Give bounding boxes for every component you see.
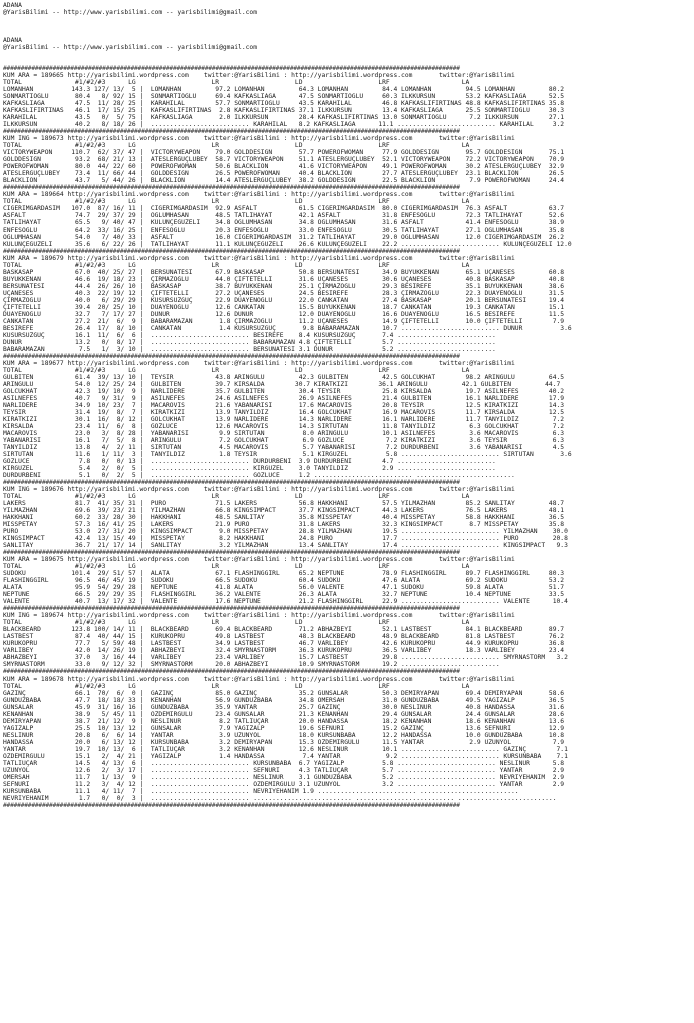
text-line: YAGIZALP 25.5 10/ 13/ 12 | GÜNSALAR 7.9 YAGIZALP 19.6 SEFNURI 15.2 GAZINÇ 13.6 SEFNURI 12.9	[3, 724, 565, 732]
text-line: GÖZLÜCE 7.8 0/ 0/ 13 | .......................... DURDURBENI 3.9 DURDURBENI 4.7 ..........................	[3, 458, 496, 466]
text-line: LOMANHAN 143.3 127/ 13/ 5 | LOMANHAN 97.2 LOMANHAN 64.3 LOMANHAN 84.4 LOMANHAN 94.5 LOMANHAN 80.2	[3, 86, 565, 94]
text-line: KUSURSUZGÜÇ 16.1 11/ 6/ 6 | .......................... BESIREFE 8.4 KUSURSUZGÜÇ 7.4 ..........................	[3, 331, 496, 339]
text-line: SEFNURI 11.2 3/ 4/ 12 | .......................... ÖZDEMIRGÜLÜ 3.1 UZUNYOL 3.2 .......................... YANTAR 2.9	[3, 780, 565, 788]
text-line: ASILNEFES 40.7 9/ 31/ 9 | ASILNEFES 24.6 ASILNEFES 26.9 ASILNEFES 21.4 GÜLBITEN 16.1 NARLIDERE 17.9	[3, 394, 565, 402]
race-header-line: KUM ARA = 189679 http://yarisbilimi.wordpress.com twitter:@YarisBilimi : http://yarisbilimi.wordpress.com twitter:@YarisBilimi	[3, 254, 515, 262]
text-line: YANTAR 19.7 10/ 13/ 6 | TATLIUÇAR 3.2 KENANHAN 12.6 NESLINUR 10.1 .......................... GAZINÇ 7.1	[3, 745, 568, 753]
race-header-line: KUM ING = 189676 http://yarisbilimi.wordpress.com twitter:@YarisBilimi : http://yarisbilimi.wordpress.com twitter:@YarisBilimi	[3, 486, 515, 494]
text-line: BÜYÜKKENAN 46.6 19/ 18/ 23 | ÇIRMAZOGLU 44.0 ÇIFTETELLI 31.6 UÇANESES 30.6 UÇANESES 40.8 BASKASAP 40.8	[3, 275, 565, 283]
text-line: BERSUNATESI 44.4 26/ 26/ 10 | BASKASAP 38.7 BÜYÜKKENAN 25.1 ÇIRMAZOGLU 29.3 BESIREFE 35.1 BÜYÜKKENAN 38.6	[3, 282, 565, 290]
text-line: KURUKÖPRÜ 77.7 5/ 59/ 48 | LASTBEST 34.9 LASTBEST 46.7 VARLIBEY 42.6 KURUKÖPRÜ 44.9 KURUKÖPRÜ 36.8	[3, 640, 565, 648]
text-line: YABANARISI 16.1 7/ 5/ 8 | ARINGÜLÜ 7.2 GÖLCÜKHAT 6.9 GÖZLÜCE 7.2 KIRATKIZI 3.6 TEYSIR 6.3	[3, 436, 565, 444]
text-line: ÇIFTETELLI 39.4 20/ 25/ 10 | DUAYENOGLU 12.6 CANKATAN 15.5 BÜYÜKKENAN 18.7 CANKATAN 19.3 CANKATAN 15.1	[3, 303, 565, 311]
text-line: @YarisBilimi -- http://www.yarisbilimi.com -- yarisbilimi@gmail.com	[3, 9, 258, 17]
text-line: DUAYENOGLU 32.7 7/ 17/ 27 | DÜNÜR 12.6 DÜNÜR 12.0 DUAYENOGLU 16.6 DUAYENOGLU 16.5 BESIREFE 11.5	[3, 310, 565, 318]
text-line: TATLIUÇAR 14.5 4/ 13/ 6 | .......................... KURSUNBABA 6.7 YAGIZALP 5.8 .......................... NESLINUR 5.8	[3, 759, 565, 767]
text-line: TANYILDIZ 13.8 4/ 2/ 11 | SIRTUTAN 4.5 MACAROVIS 5.7 YABANARISI 7.2 DURDURBENI 3.6 YABANARISI 4.5	[3, 443, 565, 451]
text-line: GOLDDESIGN 93.2 68/ 21/ 13 | ATESLERGÜÇLÜBEY 58.7 VICTORYWEAPON 51.1 ATESLERGÜÇLÜBEY 52.1 VICTORYWEAPON 72.2 VICTORYWEAPON 70.9	[3, 156, 565, 164]
text-line: DÜNÜR 13.2 0/ 8/ 17 | .......................... BABARAMAZAN 4.8 ÇIFTETELLI 5.7 ..........................	[3, 338, 496, 346]
column-header-line: TOTAL #1/#2/#3 LG LR LD LRF LA	[3, 79, 470, 87]
text-line: FLASHINGGIRL 96.5 46/ 45/ 19 | SUDOKU 66.5 SUDOKU 60.4 SUDOKU 47.6 ALATA 69.2 SUDOKU 53.2	[3, 577, 565, 585]
column-header-line: TOTAL #1/#2/#3 LG LR LD LRF LA	[3, 619, 470, 627]
text-line: VARLIBEY 42.0 14/ 26/ 19 | ABHAZBEYI 32.4 SMYRNASTORM 36.3 KURUKÖPRÜ 36.5 VARLIBEY 18.3 VARLIBEY 23.4	[3, 647, 565, 655]
separator-line: #################################################################################################################################	[3, 479, 460, 487]
column-header-line: TOTAL #1/#2/#3 LG LR LD LRF LA	[3, 682, 470, 690]
blank-line	[3, 23, 691, 30]
text-line: ARINGÜLÜ 54.0 12/ 25/ 24 | GÜLBITEN 39.7 KIRSALDA 30.7 KIRATKIZI 36.1 ARINGÜLÜ 42.1 GÜLBITEN 44.7	[3, 380, 561, 388]
race-header-line: KUM ARA = 189664 http://yarisbilimi.wordpress.com twitter:@YarisBilimi : http://yarisbilimi.wordpress.com twitter:@YarisBilimi	[3, 191, 515, 199]
text-line: NARLIDERE 34.9 10/ 23/ 7 | MACAROVIS 21.6 YABANARISI 17.6 MACAROVIS 20.8 TEYSIR 12.5 KIRATKIZI 14.3	[3, 401, 565, 409]
text-line: ÖZDEMIRGÜLÜ 15.1 2/ 4/ 21 | YAGIZALP 1.4 HANDASSA 7.4 YANTAR 9.2 .......................... KURSUNBABA 7.1	[3, 752, 568, 760]
separator-line: #################################################################################################################################	[3, 184, 460, 192]
column-header-line: TOTAL #1/#2/#3 LG LR LD LRF LA	[3, 261, 470, 269]
text-line: GÜLBITEN 61.4 39/ 13/ 10 | TEYSIR 43.8 ARINGÜLÜ 42.3 GÜLBITEN 42.5 GÖLCÜKHAT 98.2 ARINGÜLÜ 64.5	[3, 373, 565, 381]
text-line: HANDASSA 20.0 6/ 13/ 12 | KURSUNBABA 3.2 DEMIRYAPAN 15.3 ÖZDEMIRGÜLÜ 11.5 YANTAR 2.9 UZUNYOL 7.9	[3, 738, 565, 746]
text-line: DEMIRYAPAN 38.7 21/ 12/ 9 | NESLINUR 8.2 TATLIUÇAR 20.0 HANDASSA 18.2 KENANHAN 18.6 KENANHAN 13.6	[3, 717, 565, 725]
text-line: KÜLÜNÇEGÜZELI 35.6 6/ 22/ 26 | TATLIHAYAT 11.1 KÜLÜNÇEGÜZELI 26.6 KÜLÜNÇEGÜZELI 22.2 .......................... KÜLÜNÇEGÜZELI 12.0	[3, 240, 572, 248]
text-line: BLACKBEARD 123.8 100/ 14/ 11 | BLACKBEARD 69.4 BLACKBEARD 71.2 ABHAZBEYI 52.1 LASTBEST 84.1 BLACKBEARD 89.7	[3, 626, 565, 634]
race-header-line: KUM ARA = 189675 http://yarisbilimi.wordpress.com twitter:@YarisBilimi : http://yarisbilimi.wordpress.com twitter:@YarisBilimi	[3, 556, 515, 564]
separator-line: #################################################################################################################################	[3, 247, 460, 255]
text-line: OGLUMHASAN 54.0 7/ 40/ 33 | ASFALT 16.0 CIGERIMGARDASIM 31.2 TATLIHAYAT 29.0 OGLUMHASAN 12.0 CIGERIMGARDASIM 26.2	[3, 233, 565, 241]
text-line: VICTORYWEAPON 110.7 62/ 37/ 47 | VICTORYWEAPON 79.0 GOLDDESIGN 57.7 POWEROFWOMAN 77.9 GOLDDESIGN 95.7 GOLDDESIGN 75.1	[3, 149, 565, 157]
column-header-line: TOTAL #1/#2/#3 LG LR LD LRF LA	[3, 563, 470, 571]
text-line: ASFALT 74.7 29/ 37/ 29 | OGLUMHASAN 48.5 TATLIHAYAT 42.1 ASFALT 31.8 ENFESOGLU 72.3 TATLIHAYAT 52.6	[3, 212, 565, 220]
column-header-line: TOTAL #1/#2/#3 LG LR LD LRF LA	[3, 493, 470, 501]
text-line: BESIREFE 26.4 17/ 8/ 10 | CANKATAN 1.4 KUSURSUZGÜÇ 9.8 BABARAMAZAN 10.7 .......................... DÜNÜR 3.6	[3, 324, 572, 332]
text-line: SUDOKU 101.4 29/ 51/ 57 | ALATA 67.1 FLASHINGGIRL 65.2 NEPTUNE 78.9 FLASHINGGIRL 89.7 FLASHINGGIRL 80.3	[3, 570, 565, 578]
text-line: TEYSIR 31.4 19/ 8/ 7 | KIRATKIZI 13.9 TANYILDIZ 16.4 GÖLCÜKHAT 16.9 MACAROVIS 11.7 KIRSALDA 12.5	[3, 408, 565, 416]
blank-line	[3, 58, 691, 65]
column-header-line: TOTAL #1/#2/#3 LG LR LD LRF LA	[3, 366, 470, 374]
text-line: @YarisBilimi -- http://www.yarisbilimi.com -- yarisbilimi@gmail.com	[3, 44, 258, 52]
text-line: NEVRIYEHANIM 1.7 0/ 0/ 3 | .......................... .......................... .......................... ..........................	[3, 794, 557, 802]
text-line: KINGSIMPACT 42.4 13/ 15/ 49 | MISSPETAY 8.2 HAKKHANI 24.8 PURO 17.7 .......................... PURO 20.8	[3, 535, 568, 543]
column-header-line: TOTAL #1/#2/#3 LG LR LD LRF LA	[3, 198, 470, 206]
separator-line: #################################################################################################################################	[3, 549, 460, 557]
text-line: GÖLCÜKHAT 42.3 19/ 10/ 9 | NARLIDERE 35.7 GÜLBITEN 30.4 TEYSIR 25.8 KIRSALDA 19.7 ASILNEFES 40.2	[3, 387, 565, 395]
text-line: KAFKASLIAGA 47.5 11/ 28/ 25 | KARAHILAL 57.7 SONMARTIOGLU 43.5 KARAHILAL 46.8 KAFKASLIFIRTINAS 48.8 KAFKASLIFIRTINAS 35.8	[3, 100, 565, 108]
text-line: UÇANESES 40.3 22/ 19/ 12 | ÇIFTETELLI 27.2 UÇANESES 24.5 BESIREFE 28.3 ÇIRMAZOGLU 22.3 DUAYENOGLU 31.5	[3, 289, 565, 297]
text-line: KARAHILAL 43.5 0/ 5/ 75 | KAFKASLIAGA 2.0 ILKKURSUN 28.4 KAFKASLIFIRTINAS 13.0 SONMARTIOGLU 7.2 ILKKURSUN 27.1	[3, 114, 565, 122]
race-header-line: KUM ING = 189673 http://yarisbilimi.wordpress.com twitter:@YarisBilimi : http://yarisbilimi.wordpress.com twitter:@YarisBilimi	[3, 135, 515, 143]
text-line: ILKKURSUN 40.2 8/ 18/ 26 | .......................... KARAHILAL 8.2 KAFKASLIAGA 11.1 .......................... KARAHILAL 3.2	[3, 121, 565, 129]
text-line: KAFKASLIFIRTINAS 46.1 17/ 15/ 25 | KAFKASLIFIRTINAS 2.8 KAFKASLIFIRTINAS 37.1 ILKKURSUN 13.4 KAFKASLIAGA 25.5 SONMARTIOGLU 30.3	[3, 107, 565, 115]
text-line: ADANA	[3, 37, 22, 45]
blank-line	[3, 16, 691, 23]
text-line: HAKKHANI 60.2 33/ 28/ 30 | HAKKHANI 48.5 SANLITAY 35.8 MISSPETAY 40.4 MISSPETAY 58.8 HAKKHANI 36.5	[3, 514, 565, 522]
text-line: POWEROFWOMAN 80.0 44/ 22/ 60 | POWEROFWOMAN 50.6 BLACKLION 41.6 VICTORYWEAPON 49.1 POWEROFWOMAN 30.2 ATESLERGÜÇLÜBEY 32.9	[3, 163, 565, 171]
separator-line: #################################################################################################################################	[3, 801, 460, 809]
separator-line: #################################################################################################################################	[3, 65, 460, 73]
text-line: LASTBEST 87.4 40/ 44/ 15 | KURUKÖPRÜ 49.8 LASTBEST 48.3 BLACKBEARD 48.9 BLACKBEARD 81.8 LASTBEST 76.2	[3, 633, 565, 641]
race-header-line: KUM ING = 189674 http://yarisbilimi.wordpress.com twitter:@YarisBilimi : http://yarisbilimi.wordpress.com twitter:@YarisBilimi	[3, 612, 515, 620]
text-line: KIRATKIZI 30.1 16/ 8/ 12 | GÖLCÜKHAT 13.9 NARLIDERE 14.3 NARLIDERE 16.1 NARLIDERE 11.7 TANYILDIZ 7.2	[3, 415, 565, 423]
text-line: ATESLERGÜÇLÜBEY 73.4 11/ 66/ 44 | GOLDDESIGN 26.5 POWEROFWOMAN 40.4 BLACKLION 27.7 ATESLERGÜÇLÜBEY 23.1 BLACKLION 26.5	[3, 170, 565, 178]
text-line: MISSPETAY 57.3 16/ 41/ 25 | LAKERS 21.9 PURO 31.8 LAKERS 32.3 KINGSIMPACT 8.7 MISSPETAY 35.8	[3, 521, 565, 529]
text-line: NEPTUNE 66.5 29/ 29/ 35 | FLASHINGGIRL 36.2 VALENTE 26.3 ALATA 32.7 NEPTUNE 10.4 NEPTUNE 33.5	[3, 591, 565, 599]
text-line: CANKATAN 27.2 21/ 6/ 9 | BABARAMAZAN 1.8 ÇIRMAZOGLU 11.2 UÇANESES 14.9 ÇIFTETELLI 10.0 ÇIFTETELLI 7.9	[3, 317, 565, 325]
text-line: ÇIRMAZOGLU 40.0 6/ 29/ 29 | KUSURSUZGÜÇ 22.9 DUAYENOGLU 22.0 CANKATAN 27.4 BASKASAP 20.1 BERSUNATESI 19.4	[3, 296, 565, 304]
text-line: ADANA	[3, 2, 22, 9]
text-line: SIRTUTAN 11.6 1/ 11/ 3 | TANYILDIZ 1.8 TEYSIR 5.1 KIRGÜZEL 5.8 .......................... SIRTUTAN 3.6	[3, 451, 572, 458]
text-line: GÜNDÜZBABA 47.7 18/ 18/ 33 | KENANHAN 56.9 GÜNDÜZBABA 34.8 ÖMERSAH 31.0 GÜNDÜZBABA 49.5 YAGIZALP 36.5	[3, 696, 565, 704]
text-line: ENFESOGLU 64.2 33/ 16/ 25 | ENFESOGLU 20.3 ENFESOGLU 33.0 ENFESOGLU 30.5 TATLIHAYAT 27.1 OGLUMHASAN 35.8	[3, 226, 565, 234]
text-line: CIGERIMGARDASIM 107.0 87/ 16/ 11 | CIGERIMGARDASIM 92.9 ASFALT 61.5 CIGERIMGARDASIM 80.0 CIGERIMGARDASIM 76.3 ASFALT 63.7	[3, 205, 565, 213]
text-line: KURSUNBABA 11.1 4/ 11/ 7 | .......................... NEVRIYEHANIM 1.9 .......................... ..........................	[3, 787, 519, 795]
race-header-line: KUM ARA = 189677 http://yarisbilimi.wordpress.com twitter:@YarisBilimi : http://yarisbilimi.wordpress.com twitter:@YarisBilimi	[3, 359, 515, 367]
text-line: SONMARTIOGLU 80.4 8/ 92/ 15 | SONMARTIOGLU 69.4 KAFKASLIAGA 47.5 SONMARTIOGLU 60.3 ILKKURSUN 53.2 KAFKASLIAGA 52.5	[3, 93, 565, 101]
separator-line: #################################################################################################################################	[3, 128, 460, 136]
text-line: ALATA 95.9 54/ 29/ 28 | NEPTUNE 41.8 ALATA 56.0 VALENTE 47.1 SUDOKU 59.8 ALATA 51.7	[3, 584, 565, 592]
blank-line	[3, 30, 691, 37]
text-line: GÜNSALAR 45.9 31/ 16/ 16 | GÜNDÜZBABA 35.9 YANTAR 25.7 GAZINÇ 30.0 NESLINUR 40.8 HANDASSA 31.6	[3, 703, 565, 711]
text-line: ÖMERSAH 11.7 1/ 13/ 9 | .......................... NESLINUR 3.1 GÜNDÜZBABA 5.2 .......................... NEVRIYEHANIM 2.9	[3, 773, 565, 781]
blank-line	[3, 51, 691, 58]
text-line: NESLINUR 20.8 6/ 6/ 14 | YANTAR 3.9 UZUNYOL 18.0 KURSUNBABA 12.2 HANDASSA 10.0 GÜNDÜZBABA 10.8	[3, 731, 565, 739]
separator-line: #################################################################################################################################	[3, 668, 460, 676]
text-line: BASKASAP 67.0 40/ 25/ 27 | BERSUNATESI 67.9 BASKASAP 50.8 BERSUNATESI 34.9 BÜYÜKKENAN 65.1 UÇANESES 60.8	[3, 268, 565, 276]
text-line: UZUNYOL 12.6 2/ 3/ 17 | .......................... SEFNURI 4.3 TATLIUÇAR 5.7 .......................... YANTAR 2.9	[3, 766, 565, 774]
text-line: ABHAZBEYI 37.0 3/ 16/ 44 | VARLIBEY 23.4 VARLIBEY 15.7 LASTBEST 29.8 .......................... SMYRNASTORM 3.2	[3, 654, 568, 662]
race-header-line: KUM ARA = 189678 http://yarisbilimi.wordpress.com twitter:@YarisBilimi : http://yarisbilimi.wordpress.com twitter:@YarisBilimi	[3, 675, 515, 683]
separator-line: #################################################################################################################################	[3, 352, 460, 360]
text-line: YILMAZHAN 69.6 39/ 23/ 21 | YILMAZHAN 66.8 KINGSIMPACT 37.7 KINGSIMPACT 44.3 LAKERS 76.5 LAKERS 48.1	[3, 507, 565, 515]
text-line: VALENTE 40.7 13/ 17/ 32 | VALENTE 17.6 NEPTUNE 21.2 FLASHINGGIRL 22.9 .......................... VALENTE 10.4	[3, 598, 568, 606]
separator-line: #################################################################################################################################	[3, 605, 460, 613]
text-line: KIRGÜZEL 5.4 2/ 0/ 5 | .......................... KIRGÜZEL 3.0 TANYILDIZ 2.9 ..........................	[3, 465, 496, 473]
column-header-line: TOTAL #1/#2/#3 LG LR LD LRF LA	[3, 142, 470, 150]
text-line: MACAROVIS 23.0 3/ 8/ 28 | YABANARISI 9.9 SIRTUTAN 8.0 ARINGÜLÜ 10.1 ASILNEFES 3.6 MACAROVIS 6.3	[3, 429, 565, 437]
text-line: TATLIHAYAT 65.5 9/ 40/ 47 | KÜLÜNÇEGÜZELI 34.8 OGLUMHASAN 34.8 OGLUMHASAN 31.6 ASFALT 41.4 ENFESOGLU 38.9	[3, 219, 565, 227]
text-line: SANLITAY 36.7 21/ 17/ 14 | SANLITAY 3.2 YILMAZHAN 13.4 SANLITAY 17.4 .......................... KINGSIMPACT 9.3	[3, 542, 568, 550]
text-line: BLACKLION 43.7 5/ 44/ 26 | BLACKLION 14.4 ATESLERGÜÇLÜBEY 38.2 GOLDDESIGN 22.5 BLACKLION 7.9 POWEROFWOMAN 24.4	[3, 177, 565, 185]
text-line: BABARAMAZAN 7.5 1/ 3/ 10 | .......................... BERSUNATESI 3.1 DÜNÜR 5.2 ..........................	[3, 345, 496, 353]
text-line: DURDURBENI 5.1 0/ 2/ 5 | .......................... GÖZLÜCE 1.2 .......................... ..........................	[3, 472, 515, 480]
text-line: SMYRNASTORM 33.0 9/ 12/ 32 | SMYRNASTORM 20.0 ABHAZBEYI 10.9 SMYRNASTORM 19.2 ..........................	[3, 661, 500, 669]
text-line: PURO 53.0 27/ 31/ 20 | KINGSIMPACT 9.0 MISSPETAY 28.8 YILMAZHAN 19.5 .......................... YILMAZHAN 30.0	[3, 528, 568, 536]
text-line: LAKERS 81.7 41/ 35/ 31 | PURO 71.5 LAKERS 56.8 HAKKHANI 57.5 YILMAZHAN 85.2 SANLITAY 48.7	[3, 500, 565, 508]
text-line: GAZINÇ 66.1 70/ 6/ 0 | GAZINÇ 85.0 GAZINÇ 35.2 GÜNSALAR 50.3 DEMIRYAPAN 69.4 DEMIRYAPAN 58.6	[3, 689, 565, 697]
text-line: KENANHAN 38.9 5/ 45/ 11 | ÖZDEMIRGÜLÜ 23.4 GÜNSALAR 21.3 KENANHAN 29.4 GÜNSALAR 24.4 GÜNSALAR 28.6	[3, 710, 565, 718]
race-header-line: KUM ARA = 189665 http://yarisbilimi.wordpress.com twitter:@YarisBilimi : http://yarisbilimi.wordpress.com twitter:@YarisBilimi	[3, 72, 515, 80]
text-line: KIRSALDA 23.4 11/ 6/ 8 | GÖZLÜCE 12.6 MACAROVIS 14.3 SIRTUTAN 11.8 TANYILDIZ 6.3 GÖLCÜKHAT 7.2	[3, 422, 565, 430]
